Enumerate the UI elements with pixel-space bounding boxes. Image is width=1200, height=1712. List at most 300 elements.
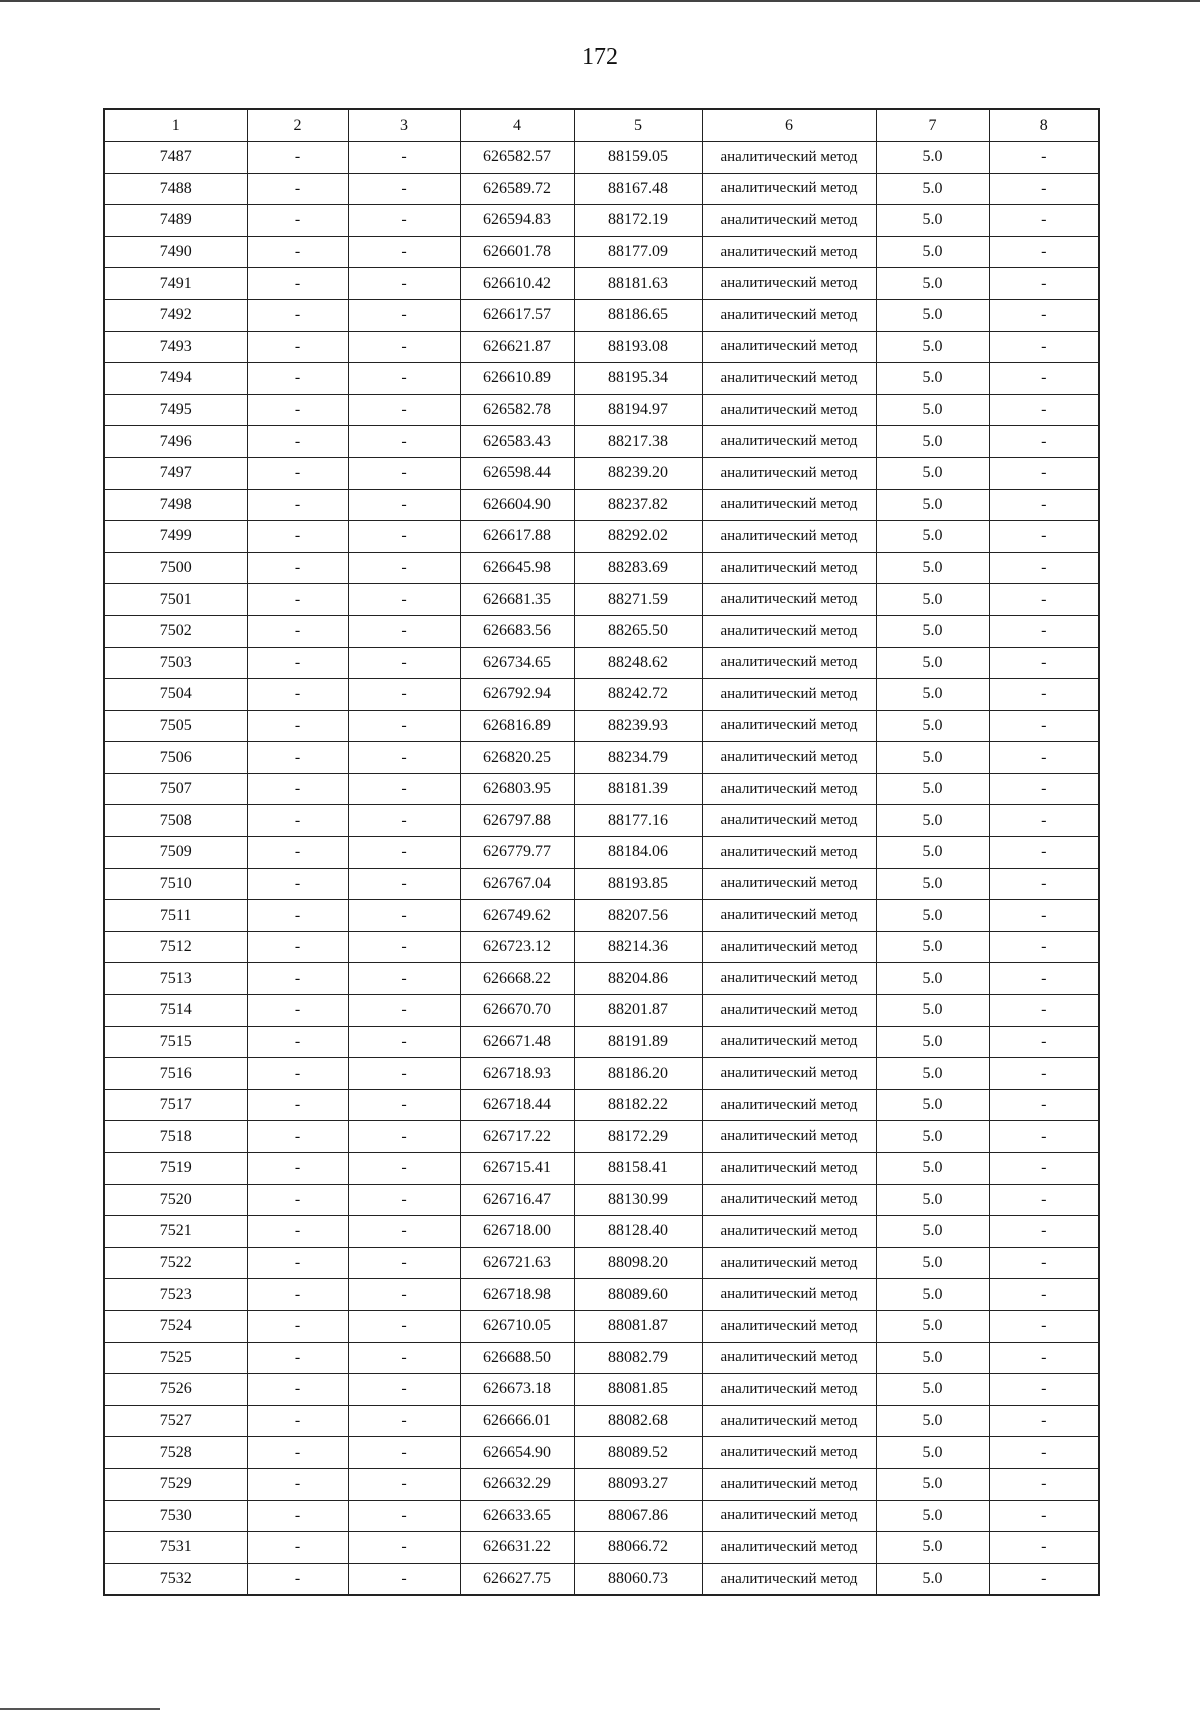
col-3-value-cell: -: [348, 1058, 460, 1090]
col-3-value-cell: -: [348, 773, 460, 805]
table-row: [104, 931, 1099, 963]
col-8-value-cell: -: [989, 679, 1099, 711]
coord-x-cell: 626601.78: [460, 236, 574, 268]
accuracy-cell: 5.0: [876, 205, 989, 237]
col-8-value-cell: -: [989, 963, 1099, 995]
col-8-value-cell: -: [989, 710, 1099, 742]
method-cell: аналитический метод: [702, 1468, 876, 1500]
table-row: [104, 1216, 1099, 1248]
table-row: [104, 1342, 1099, 1374]
accuracy-cell: 5.0: [876, 615, 989, 647]
col-2-value-cell: -: [247, 1058, 348, 1090]
col-8-value-cell: -: [989, 995, 1099, 1027]
col-2-value-cell: -: [247, 299, 348, 331]
method-cell: аналитический метод: [702, 363, 876, 395]
coord-x-cell: 626718.00: [460, 1216, 574, 1248]
col-2-value-cell: -: [247, 1216, 348, 1248]
accuracy-cell: 5.0: [876, 679, 989, 711]
accuracy-cell: 5.0: [876, 1216, 989, 1248]
accuracy-cell: 5.0: [876, 837, 989, 869]
method-cell: аналитический метод: [702, 900, 876, 932]
table-row: [104, 299, 1099, 331]
point-number-cell: 7492: [104, 299, 247, 331]
point-number-cell: 7519: [104, 1153, 247, 1185]
col-2-value-cell: -: [247, 742, 348, 774]
col-8-value-cell: -: [989, 1121, 1099, 1153]
coord-y-cell: 88093.27: [574, 1468, 702, 1500]
coord-y-cell: 88237.82: [574, 489, 702, 521]
method-cell: аналитический метод: [702, 394, 876, 426]
coord-y-cell: 88089.52: [574, 1437, 702, 1469]
col-8-value-cell: -: [989, 173, 1099, 205]
col-2-value-cell: -: [247, 837, 348, 869]
table-row: [104, 142, 1099, 174]
coord-x-cell: 626582.78: [460, 394, 574, 426]
method-cell: аналитический метод: [702, 679, 876, 711]
accuracy-cell: 5.0: [876, 773, 989, 805]
method-cell: аналитический метод: [702, 963, 876, 995]
col-3-value-cell: -: [348, 1532, 460, 1564]
table-row: [104, 1058, 1099, 1090]
accuracy-cell: 5.0: [876, 1342, 989, 1374]
col-8-value-cell: -: [989, 331, 1099, 363]
col-8-value-cell: -: [989, 1184, 1099, 1216]
col-3-value-cell: -: [348, 552, 460, 584]
accuracy-cell: 5.0: [876, 1405, 989, 1437]
table-row: [104, 426, 1099, 458]
accuracy-cell: 5.0: [876, 710, 989, 742]
method-cell: аналитический метод: [702, 1184, 876, 1216]
coord-x-cell: 626583.43: [460, 426, 574, 458]
table-row: [104, 268, 1099, 300]
coord-x-cell: 626723.12: [460, 931, 574, 963]
coord-y-cell: 88177.16: [574, 805, 702, 837]
coord-x-cell: 626589.72: [460, 173, 574, 205]
method-cell: аналитический метод: [702, 1216, 876, 1248]
table-row: [104, 394, 1099, 426]
table-row: [104, 679, 1099, 711]
col-3-value-cell: -: [348, 837, 460, 869]
column-header: 5: [574, 109, 702, 142]
col-3-value-cell: -: [348, 1121, 460, 1153]
method-cell: аналитический метод: [702, 837, 876, 869]
point-number-cell: 7532: [104, 1563, 247, 1595]
col-2-value-cell: -: [247, 1184, 348, 1216]
point-number-cell: 7528: [104, 1437, 247, 1469]
table-row: [104, 995, 1099, 1027]
coord-x-cell: 626598.44: [460, 457, 574, 489]
column-header: 3: [348, 109, 460, 142]
point-number-cell: 7515: [104, 1026, 247, 1058]
accuracy-cell: 5.0: [876, 1089, 989, 1121]
coord-x-cell: 626617.88: [460, 521, 574, 553]
coord-x-cell: 626673.18: [460, 1374, 574, 1406]
point-number-cell: 7527: [104, 1405, 247, 1437]
accuracy-cell: 5.0: [876, 173, 989, 205]
coord-y-cell: 88172.19: [574, 205, 702, 237]
col-8-value-cell: -: [989, 268, 1099, 300]
col-3-value-cell: -: [348, 1153, 460, 1185]
coord-y-cell: 88186.20: [574, 1058, 702, 1090]
point-number-cell: 7505: [104, 710, 247, 742]
col-2-value-cell: -: [247, 268, 348, 300]
accuracy-cell: 5.0: [876, 805, 989, 837]
coord-y-cell: 88195.34: [574, 363, 702, 395]
coord-x-cell: 626654.90: [460, 1437, 574, 1469]
method-cell: аналитический метод: [702, 299, 876, 331]
col-8-value-cell: -: [989, 931, 1099, 963]
col-3-value-cell: -: [348, 963, 460, 995]
accuracy-cell: 5.0: [876, 1026, 989, 1058]
column-header: 1: [104, 109, 247, 142]
col-2-value-cell: -: [247, 679, 348, 711]
coord-y-cell: 88248.62: [574, 647, 702, 679]
point-number-cell: 7494: [104, 363, 247, 395]
coord-y-cell: 88194.97: [574, 394, 702, 426]
table-row: [104, 1405, 1099, 1437]
col-8-value-cell: -: [989, 1374, 1099, 1406]
coord-x-cell: 626803.95: [460, 773, 574, 805]
col-3-value-cell: -: [348, 647, 460, 679]
method-cell: аналитический метод: [702, 742, 876, 774]
coord-y-cell: 88242.72: [574, 679, 702, 711]
accuracy-cell: 5.0: [876, 142, 989, 174]
col-3-value-cell: -: [348, 742, 460, 774]
method-cell: аналитический метод: [702, 1279, 876, 1311]
point-number-cell: 7499: [104, 521, 247, 553]
col-8-value-cell: -: [989, 1026, 1099, 1058]
point-number-cell: 7531: [104, 1532, 247, 1564]
point-number-cell: 7489: [104, 205, 247, 237]
col-2-value-cell: -: [247, 1500, 348, 1532]
col-3-value-cell: -: [348, 710, 460, 742]
point-number-cell: 7487: [104, 142, 247, 174]
column-header: 2: [247, 109, 348, 142]
col-8-value-cell: -: [989, 868, 1099, 900]
col-8-value-cell: -: [989, 1153, 1099, 1185]
accuracy-cell: 5.0: [876, 647, 989, 679]
coord-y-cell: 88217.38: [574, 426, 702, 458]
coord-y-cell: 88098.20: [574, 1247, 702, 1279]
accuracy-cell: 5.0: [876, 1468, 989, 1500]
coord-x-cell: 626627.75: [460, 1563, 574, 1595]
col-2-value-cell: -: [247, 552, 348, 584]
col-3-value-cell: -: [348, 1563, 460, 1595]
col-8-value-cell: -: [989, 1310, 1099, 1342]
col-3-value-cell: -: [348, 1216, 460, 1248]
table-header-row: [104, 109, 1099, 142]
point-number-cell: 7511: [104, 900, 247, 932]
accuracy-cell: 5.0: [876, 742, 989, 774]
method-cell: аналитический метод: [702, 1500, 876, 1532]
col-8-value-cell: -: [989, 742, 1099, 774]
accuracy-cell: 5.0: [876, 1153, 989, 1185]
coord-x-cell: 626604.90: [460, 489, 574, 521]
point-number-cell: 7501: [104, 584, 247, 616]
col-3-value-cell: -: [348, 1405, 460, 1437]
col-3-value-cell: -: [348, 299, 460, 331]
coord-x-cell: 626594.83: [460, 205, 574, 237]
table-row: [104, 489, 1099, 521]
table-row: [104, 963, 1099, 995]
col-8-value-cell: -: [989, 1405, 1099, 1437]
coord-y-cell: 88172.29: [574, 1121, 702, 1153]
table-row: [104, 521, 1099, 553]
point-number-cell: 7503: [104, 647, 247, 679]
point-number-cell: 7493: [104, 331, 247, 363]
coord-x-cell: 626633.65: [460, 1500, 574, 1532]
table-row: [104, 457, 1099, 489]
col-8-value-cell: -: [989, 900, 1099, 932]
accuracy-cell: 5.0: [876, 394, 989, 426]
point-number-cell: 7529: [104, 1468, 247, 1500]
coord-y-cell: 88158.41: [574, 1153, 702, 1185]
col-2-value-cell: -: [247, 1563, 348, 1595]
method-cell: аналитический метод: [702, 1563, 876, 1595]
table-row: [104, 1532, 1099, 1564]
table-row: [104, 331, 1099, 363]
col-8-value-cell: -: [989, 615, 1099, 647]
col-8-value-cell: -: [989, 773, 1099, 805]
col-3-value-cell: -: [348, 1500, 460, 1532]
table-row: [104, 710, 1099, 742]
coord-y-cell: 88181.63: [574, 268, 702, 300]
method-cell: аналитический метод: [702, 457, 876, 489]
coord-y-cell: 88193.08: [574, 331, 702, 363]
method-cell: аналитический метод: [702, 1374, 876, 1406]
table-row: [104, 552, 1099, 584]
method-cell: аналитический метод: [702, 552, 876, 584]
col-2-value-cell: -: [247, 142, 348, 174]
table-body: [104, 142, 1099, 1596]
col-2-value-cell: -: [247, 805, 348, 837]
col-8-value-cell: -: [989, 236, 1099, 268]
accuracy-cell: 5.0: [876, 521, 989, 553]
accuracy-cell: 5.0: [876, 268, 989, 300]
col-2-value-cell: -: [247, 173, 348, 205]
col-8-value-cell: -: [989, 489, 1099, 521]
col-8-value-cell: -: [989, 394, 1099, 426]
coord-y-cell: 88234.79: [574, 742, 702, 774]
table-row: [104, 1374, 1099, 1406]
col-2-value-cell: -: [247, 995, 348, 1027]
method-cell: аналитический метод: [702, 142, 876, 174]
accuracy-cell: 5.0: [876, 1247, 989, 1279]
col-2-value-cell: -: [247, 1153, 348, 1185]
accuracy-cell: 5.0: [876, 1310, 989, 1342]
coord-y-cell: 88130.99: [574, 1184, 702, 1216]
col-3-value-cell: -: [348, 205, 460, 237]
method-cell: аналитический метод: [702, 489, 876, 521]
coord-x-cell: 626617.57: [460, 299, 574, 331]
table-row: [104, 615, 1099, 647]
point-number-cell: 7500: [104, 552, 247, 584]
col-8-value-cell: -: [989, 1279, 1099, 1311]
coord-x-cell: 626749.62: [460, 900, 574, 932]
col-3-value-cell: -: [348, 584, 460, 616]
col-2-value-cell: -: [247, 1121, 348, 1153]
col-2-value-cell: -: [247, 331, 348, 363]
coord-x-cell: 626610.42: [460, 268, 574, 300]
coord-y-cell: 88186.65: [574, 299, 702, 331]
col-8-value-cell: -: [989, 1500, 1099, 1532]
col-8-value-cell: -: [989, 1089, 1099, 1121]
point-number-cell: 7513: [104, 963, 247, 995]
accuracy-cell: 5.0: [876, 995, 989, 1027]
coord-y-cell: 88239.93: [574, 710, 702, 742]
point-number-cell: 7523: [104, 1279, 247, 1311]
coord-x-cell: 626718.44: [460, 1089, 574, 1121]
table-row: [104, 837, 1099, 869]
coord-y-cell: 88128.40: [574, 1216, 702, 1248]
coord-x-cell: 626792.94: [460, 679, 574, 711]
coord-x-cell: 626621.87: [460, 331, 574, 363]
point-number-cell: 7524: [104, 1310, 247, 1342]
point-number-cell: 7525: [104, 1342, 247, 1374]
accuracy-cell: 5.0: [876, 299, 989, 331]
table-row: [104, 647, 1099, 679]
table-row: [104, 1468, 1099, 1500]
method-cell: аналитический метод: [702, 1089, 876, 1121]
col-3-value-cell: -: [348, 1437, 460, 1469]
col-2-value-cell: -: [247, 1437, 348, 1469]
point-number-cell: 7514: [104, 995, 247, 1027]
method-cell: аналитический метод: [702, 173, 876, 205]
method-cell: аналитический метод: [702, 236, 876, 268]
table-row: [104, 1184, 1099, 1216]
col-3-value-cell: -: [348, 331, 460, 363]
table-row: [104, 1563, 1099, 1595]
point-number-cell: 7502: [104, 615, 247, 647]
col-8-value-cell: -: [989, 205, 1099, 237]
coord-x-cell: 626718.93: [460, 1058, 574, 1090]
coord-y-cell: 88191.89: [574, 1026, 702, 1058]
coord-x-cell: 626688.50: [460, 1342, 574, 1374]
accuracy-cell: 5.0: [876, 457, 989, 489]
coord-x-cell: 626816.89: [460, 710, 574, 742]
col-3-value-cell: -: [348, 363, 460, 395]
col-2-value-cell: -: [247, 931, 348, 963]
coord-y-cell: 88214.36: [574, 931, 702, 963]
col-3-value-cell: -: [348, 521, 460, 553]
col-2-value-cell: -: [247, 647, 348, 679]
accuracy-cell: 5.0: [876, 900, 989, 932]
coord-x-cell: 626668.22: [460, 963, 574, 995]
col-3-value-cell: -: [348, 1310, 460, 1342]
method-cell: аналитический метод: [702, 868, 876, 900]
point-number-cell: 7530: [104, 1500, 247, 1532]
coord-y-cell: 88177.09: [574, 236, 702, 268]
method-cell: аналитический метод: [702, 1026, 876, 1058]
col-8-value-cell: -: [989, 1216, 1099, 1248]
col-3-value-cell: -: [348, 931, 460, 963]
point-number-cell: 7522: [104, 1247, 247, 1279]
accuracy-cell: 5.0: [876, 1184, 989, 1216]
col-3-value-cell: -: [348, 268, 460, 300]
coordinate-table: [103, 108, 1100, 1596]
col-2-value-cell: -: [247, 205, 348, 237]
point-number-cell: 7497: [104, 457, 247, 489]
coord-x-cell: 626716.47: [460, 1184, 574, 1216]
point-number-cell: 7498: [104, 489, 247, 521]
coord-y-cell: 88201.87: [574, 995, 702, 1027]
table-row: [104, 1089, 1099, 1121]
accuracy-cell: 5.0: [876, 1374, 989, 1406]
col-2-value-cell: -: [247, 363, 348, 395]
bottom-scan-rule: [0, 1708, 160, 1710]
coord-y-cell: 88167.48: [574, 173, 702, 205]
coord-y-cell: 88239.20: [574, 457, 702, 489]
method-cell: аналитический метод: [702, 1153, 876, 1185]
table-row: [104, 805, 1099, 837]
col-3-value-cell: -: [348, 805, 460, 837]
accuracy-cell: 5.0: [876, 489, 989, 521]
col-2-value-cell: -: [247, 457, 348, 489]
col-2-value-cell: -: [247, 584, 348, 616]
coord-y-cell: 88082.68: [574, 1405, 702, 1437]
coord-x-cell: 626715.41: [460, 1153, 574, 1185]
table-row: [104, 1500, 1099, 1532]
column-header: 7: [876, 109, 989, 142]
top-scan-rule: [0, 0, 1200, 2]
coord-x-cell: 626717.22: [460, 1121, 574, 1153]
point-number-cell: 7512: [104, 931, 247, 963]
coord-x-cell: 626820.25: [460, 742, 574, 774]
method-cell: аналитический метод: [702, 1247, 876, 1279]
accuracy-cell: 5.0: [876, 236, 989, 268]
coord-y-cell: 88181.39: [574, 773, 702, 805]
table-row: [104, 173, 1099, 205]
col-3-value-cell: -: [348, 1026, 460, 1058]
col-8-value-cell: -: [989, 1437, 1099, 1469]
method-cell: аналитический метод: [702, 1437, 876, 1469]
point-number-cell: 7491: [104, 268, 247, 300]
method-cell: аналитический метод: [702, 773, 876, 805]
accuracy-cell: 5.0: [876, 868, 989, 900]
method-cell: аналитический метод: [702, 995, 876, 1027]
table-row: [104, 584, 1099, 616]
table-row: [104, 773, 1099, 805]
coord-y-cell: 88067.86: [574, 1500, 702, 1532]
coord-x-cell: 626718.98: [460, 1279, 574, 1311]
accuracy-cell: 5.0: [876, 363, 989, 395]
coord-y-cell: 88060.73: [574, 1563, 702, 1595]
point-number-cell: 7516: [104, 1058, 247, 1090]
coord-y-cell: 88184.06: [574, 837, 702, 869]
col-2-value-cell: -: [247, 773, 348, 805]
col-2-value-cell: -: [247, 1310, 348, 1342]
col-3-value-cell: -: [348, 1279, 460, 1311]
coord-y-cell: 88081.87: [574, 1310, 702, 1342]
table-row: [104, 742, 1099, 774]
point-number-cell: 7504: [104, 679, 247, 711]
coord-y-cell: 88283.69: [574, 552, 702, 584]
col-8-value-cell: -: [989, 426, 1099, 458]
col-2-value-cell: -: [247, 1279, 348, 1311]
method-cell: аналитический метод: [702, 331, 876, 363]
col-2-value-cell: -: [247, 236, 348, 268]
coord-x-cell: 626710.05: [460, 1310, 574, 1342]
col-3-value-cell: -: [348, 1468, 460, 1500]
col-2-value-cell: -: [247, 426, 348, 458]
method-cell: аналитический метод: [702, 1532, 876, 1564]
col-3-value-cell: -: [348, 489, 460, 521]
coord-x-cell: 626670.70: [460, 995, 574, 1027]
table-row: [104, 1437, 1099, 1469]
table-row: [104, 236, 1099, 268]
col-2-value-cell: -: [247, 868, 348, 900]
point-number-cell: 7508: [104, 805, 247, 837]
